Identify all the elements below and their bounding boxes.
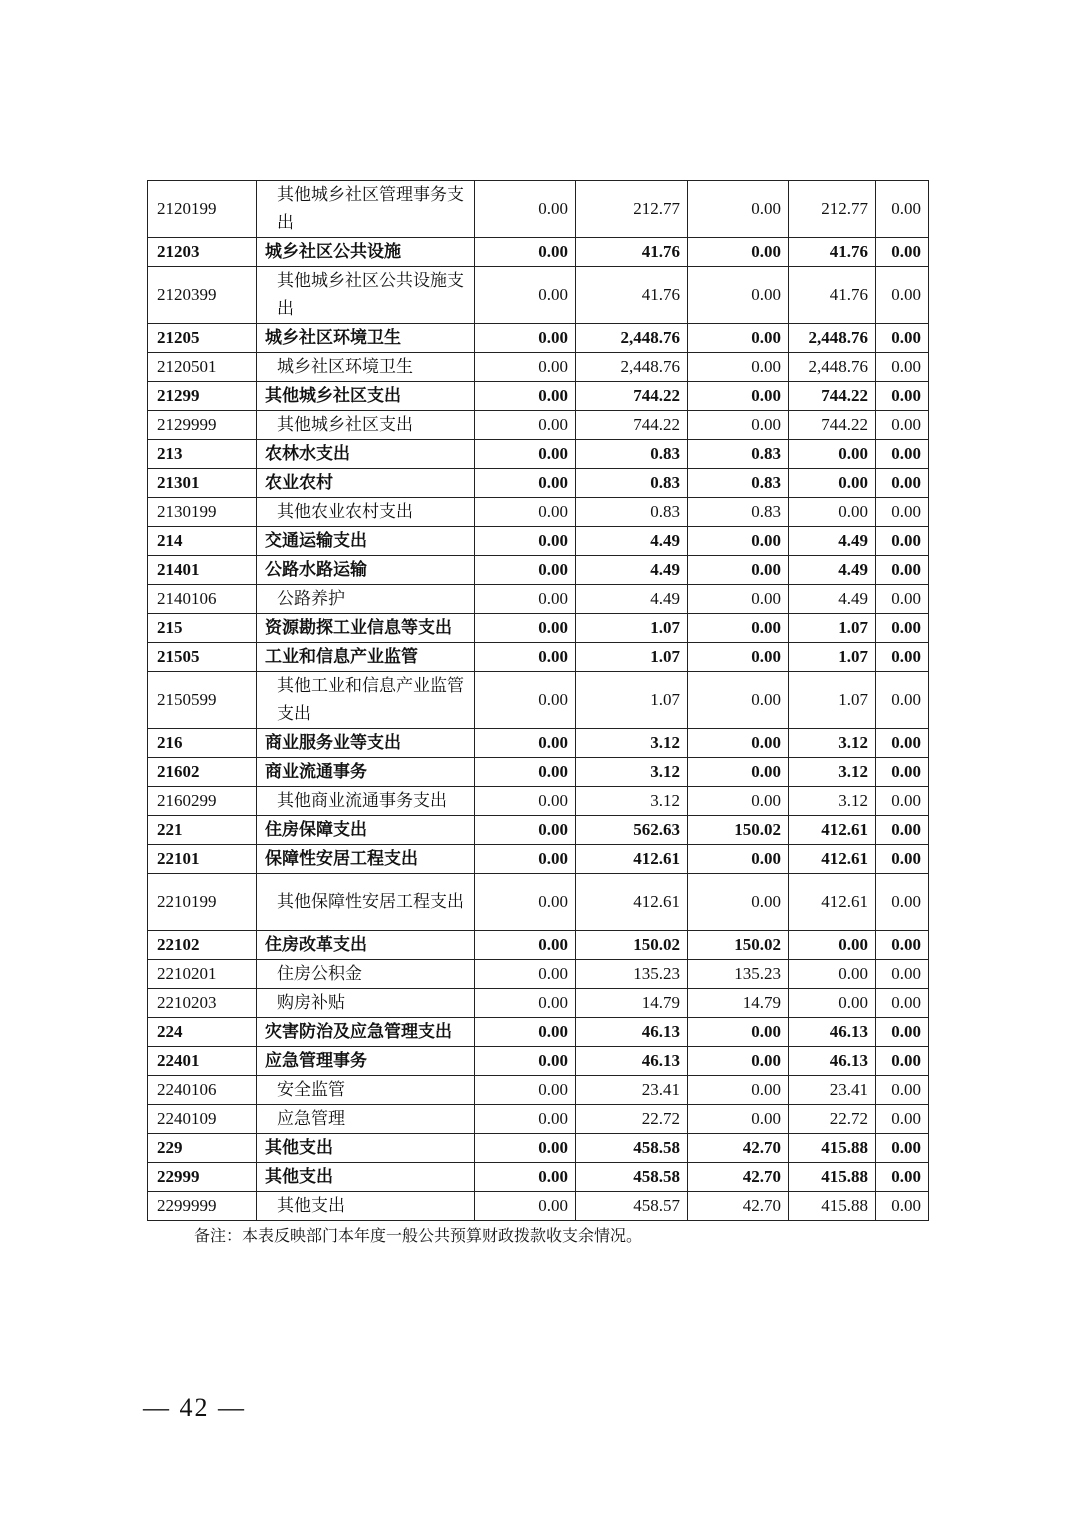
row-value-cell: 0.00 xyxy=(688,1105,789,1134)
row-name-cell: 其他支出 xyxy=(257,1163,475,1192)
row-value-cell: 0.83 xyxy=(688,498,789,527)
row-name-cell: 商业流通事务 xyxy=(257,758,475,787)
table-row xyxy=(148,382,929,411)
row-value-cell: 0.00 xyxy=(876,1018,929,1047)
row-name-cell: 安全监管 xyxy=(257,1076,475,1105)
table-row xyxy=(148,267,929,324)
row-name-cell: 城乡社区环境卫生 xyxy=(257,353,475,382)
row-value-cell: 4.49 xyxy=(789,527,876,556)
row-value-cell: 0.00 xyxy=(475,411,576,440)
row-value-cell: 41.76 xyxy=(789,267,876,324)
table-row xyxy=(148,787,929,816)
table-row xyxy=(148,874,929,931)
row-value-cell: 0.00 xyxy=(475,1105,576,1134)
row-value-cell: 22.72 xyxy=(789,1105,876,1134)
row-value-cell: 0.00 xyxy=(475,1192,576,1221)
row-value-cell: 0.00 xyxy=(688,672,789,729)
row-value-cell: 0.00 xyxy=(475,324,576,353)
row-value-cell: 0.00 xyxy=(876,411,929,440)
row-name-cell: 其他支出 xyxy=(257,1192,475,1221)
row-value-cell: 0.00 xyxy=(475,845,576,874)
row-name-cell: 其他商业流通事务支出 xyxy=(257,787,475,816)
row-value-cell: 0.00 xyxy=(688,758,789,787)
row-value-cell: 0.00 xyxy=(688,324,789,353)
row-name-cell: 其他支出 xyxy=(257,1134,475,1163)
row-code-cell: 2210203 xyxy=(148,989,257,1018)
row-value-cell: 0.00 xyxy=(876,758,929,787)
row-value-cell: 3.12 xyxy=(789,787,876,816)
table-row xyxy=(148,960,929,989)
table-row xyxy=(148,469,929,498)
row-code-cell: 2140106 xyxy=(148,585,257,614)
row-value-cell: 0.00 xyxy=(688,556,789,585)
row-value-cell: 415.88 xyxy=(789,1163,876,1192)
row-value-cell: 0.83 xyxy=(576,469,688,498)
row-code-cell: 213 xyxy=(148,440,257,469)
row-value-cell: 412.61 xyxy=(789,874,876,931)
row-value-cell: 0.00 xyxy=(876,1134,929,1163)
row-value-cell: 0.00 xyxy=(475,1047,576,1076)
row-value-cell: 0.00 xyxy=(475,816,576,845)
row-value-cell: 415.88 xyxy=(789,1134,876,1163)
row-value-cell: 1.07 xyxy=(576,643,688,672)
row-value-cell: 744.22 xyxy=(789,411,876,440)
row-value-cell: 0.00 xyxy=(876,527,929,556)
row-value-cell: 0.00 xyxy=(876,1192,929,1221)
row-value-cell: 0.00 xyxy=(876,643,929,672)
row-value-cell: 0.00 xyxy=(688,267,789,324)
row-value-cell: 46.13 xyxy=(789,1047,876,1076)
row-code-cell: 224 xyxy=(148,1018,257,1047)
row-value-cell: 0.00 xyxy=(475,556,576,585)
row-value-cell: 0.83 xyxy=(688,440,789,469)
row-code-cell: 2150599 xyxy=(148,672,257,729)
row-value-cell: 0.00 xyxy=(475,353,576,382)
row-name-cell: 其他农业农村支出 xyxy=(257,498,475,527)
row-value-cell: 0.00 xyxy=(475,238,576,267)
row-value-cell: 0.00 xyxy=(475,758,576,787)
table-row xyxy=(148,729,929,758)
table-row xyxy=(148,672,929,729)
row-name-cell: 其他城乡社区公共设施支出 xyxy=(257,267,475,324)
row-value-cell: 0.00 xyxy=(688,787,789,816)
row-name-cell: 工业和信息产业监管 xyxy=(257,643,475,672)
row-value-cell: 4.49 xyxy=(789,585,876,614)
row-code-cell: 21205 xyxy=(148,324,257,353)
row-value-cell: 0.00 xyxy=(475,585,576,614)
row-value-cell: 412.61 xyxy=(789,845,876,874)
row-value-cell: 0.00 xyxy=(876,960,929,989)
row-value-cell: 2,448.76 xyxy=(789,324,876,353)
row-value-cell: 0.00 xyxy=(789,960,876,989)
row-value-cell: 14.79 xyxy=(576,989,688,1018)
row-value-cell: 0.00 xyxy=(688,643,789,672)
table-row xyxy=(148,1018,929,1047)
row-value-cell: 0.83 xyxy=(576,440,688,469)
row-value-cell: 22.72 xyxy=(576,1105,688,1134)
row-value-cell: 0.00 xyxy=(688,729,789,758)
row-value-cell: 46.13 xyxy=(789,1018,876,1047)
row-value-cell: 0.00 xyxy=(876,498,929,527)
row-value-cell: 0.00 xyxy=(876,816,929,845)
row-name-cell: 住房保障支出 xyxy=(257,816,475,845)
row-name-cell: 公路养护 xyxy=(257,585,475,614)
row-value-cell: 4.49 xyxy=(576,527,688,556)
row-value-cell: 0.00 xyxy=(688,238,789,267)
row-value-cell: 0.00 xyxy=(876,787,929,816)
row-name-cell: 其他工业和信息产业监管支出 xyxy=(257,672,475,729)
table-row xyxy=(148,845,929,874)
row-value-cell: 3.12 xyxy=(789,758,876,787)
row-value-cell: 0.00 xyxy=(475,643,576,672)
table-row xyxy=(148,643,929,672)
table-row xyxy=(148,758,929,787)
row-value-cell: 744.22 xyxy=(576,411,688,440)
row-value-cell: 0.00 xyxy=(876,353,929,382)
row-value-cell: 0.00 xyxy=(789,440,876,469)
table-note: 备注：本表反映部门本年度一般公共预算财政拨款收支余情况。 xyxy=(194,1228,643,1245)
row-code-cell: 2120199 xyxy=(148,181,257,238)
row-code-cell: 2120399 xyxy=(148,267,257,324)
row-value-cell: 0.00 xyxy=(876,845,929,874)
row-value-cell: 458.57 xyxy=(576,1192,688,1221)
row-value-cell: 0.83 xyxy=(688,469,789,498)
row-value-cell: 1.07 xyxy=(789,672,876,729)
row-code-cell: 214 xyxy=(148,527,257,556)
row-name-cell: 其他城乡社区支出 xyxy=(257,411,475,440)
row-value-cell: 0.00 xyxy=(876,267,929,324)
row-code-cell: 22101 xyxy=(148,845,257,874)
table-row xyxy=(148,614,929,643)
row-name-cell: 灾害防治及应急管理支出 xyxy=(257,1018,475,1047)
table-row xyxy=(148,527,929,556)
row-code-cell: 2240106 xyxy=(148,1076,257,1105)
row-value-cell: 0.00 xyxy=(475,729,576,758)
row-value-cell: 1.07 xyxy=(789,643,876,672)
row-value-cell: 0.00 xyxy=(876,1076,929,1105)
row-value-cell: 42.70 xyxy=(688,1163,789,1192)
row-value-cell: 744.22 xyxy=(576,382,688,411)
table-body xyxy=(148,181,929,1221)
row-value-cell: 0.00 xyxy=(475,989,576,1018)
row-value-cell: 0.00 xyxy=(688,614,789,643)
row-value-cell: 0.00 xyxy=(876,1163,929,1192)
row-value-cell: 0.00 xyxy=(475,614,576,643)
table-row xyxy=(148,498,929,527)
row-value-cell: 135.23 xyxy=(688,960,789,989)
row-code-cell: 21301 xyxy=(148,469,257,498)
row-value-cell: 0.00 xyxy=(789,498,876,527)
row-value-cell: 0.00 xyxy=(876,324,929,353)
row-value-cell: 0.00 xyxy=(876,181,929,238)
row-code-cell: 2120501 xyxy=(148,353,257,382)
row-value-cell: 1.07 xyxy=(576,614,688,643)
row-value-cell: 0.00 xyxy=(688,353,789,382)
row-value-cell: 0.00 xyxy=(475,440,576,469)
row-value-cell: 0.83 xyxy=(576,498,688,527)
row-value-cell: 0.00 xyxy=(475,931,576,960)
row-code-cell: 2210199 xyxy=(148,874,257,931)
row-value-cell: 412.61 xyxy=(576,845,688,874)
row-value-cell: 41.76 xyxy=(789,238,876,267)
row-value-cell: 0.00 xyxy=(688,1018,789,1047)
row-value-cell: 0.00 xyxy=(475,181,576,238)
row-value-cell: 0.00 xyxy=(475,1076,576,1105)
row-name-cell: 农林水支出 xyxy=(257,440,475,469)
row-value-cell: 0.00 xyxy=(475,787,576,816)
row-value-cell: 0.00 xyxy=(789,469,876,498)
row-value-cell: 2,448.76 xyxy=(576,353,688,382)
row-value-cell: 0.00 xyxy=(876,874,929,931)
row-value-cell: 0.00 xyxy=(688,527,789,556)
row-value-cell: 0.00 xyxy=(475,874,576,931)
row-name-cell: 城乡社区环境卫生 xyxy=(257,324,475,353)
row-value-cell: 0.00 xyxy=(876,469,929,498)
row-code-cell: 22999 xyxy=(148,1163,257,1192)
table-row xyxy=(148,1105,929,1134)
page-number: — 42 — xyxy=(143,1393,246,1422)
row-value-cell: 0.00 xyxy=(876,238,929,267)
row-value-cell: 0.00 xyxy=(688,1047,789,1076)
row-value-cell: 41.76 xyxy=(576,267,688,324)
row-name-cell: 其他保障性安居工程支出 xyxy=(257,874,475,931)
row-value-cell: 150.02 xyxy=(688,816,789,845)
row-code-cell: 215 xyxy=(148,614,257,643)
row-code-cell: 21299 xyxy=(148,382,257,411)
table-row xyxy=(148,1192,929,1221)
table-row xyxy=(148,931,929,960)
row-value-cell: 0.00 xyxy=(876,382,929,411)
row-value-cell: 0.00 xyxy=(688,382,789,411)
table-row xyxy=(148,556,929,585)
table-row xyxy=(148,238,929,267)
row-value-cell: 0.00 xyxy=(789,931,876,960)
row-value-cell: 458.58 xyxy=(576,1134,688,1163)
row-code-cell: 2129999 xyxy=(148,411,257,440)
row-name-cell: 农业农村 xyxy=(257,469,475,498)
row-code-cell: 2210201 xyxy=(148,960,257,989)
row-name-cell: 住房改革支出 xyxy=(257,931,475,960)
row-value-cell: 412.61 xyxy=(576,874,688,931)
row-name-cell: 住房公积金 xyxy=(257,960,475,989)
row-value-cell: 41.76 xyxy=(576,238,688,267)
row-value-cell: 415.88 xyxy=(789,1192,876,1221)
budget-table xyxy=(147,180,929,1221)
table-row xyxy=(148,440,929,469)
row-value-cell: 0.00 xyxy=(876,672,929,729)
row-value-cell: 0.00 xyxy=(688,1076,789,1105)
row-value-cell: 3.12 xyxy=(576,787,688,816)
table-row xyxy=(148,324,929,353)
row-code-cell: 229 xyxy=(148,1134,257,1163)
table-row xyxy=(148,1076,929,1105)
row-value-cell: 212.77 xyxy=(789,181,876,238)
table-row xyxy=(148,411,929,440)
row-code-cell: 22102 xyxy=(148,931,257,960)
row-name-cell: 城乡社区公共设施 xyxy=(257,238,475,267)
row-value-cell: 150.02 xyxy=(688,931,789,960)
row-name-cell: 应急管理事务 xyxy=(257,1047,475,1076)
table-row xyxy=(148,585,929,614)
table-row xyxy=(148,816,929,845)
row-code-cell: 2240109 xyxy=(148,1105,257,1134)
row-value-cell: 1.07 xyxy=(789,614,876,643)
row-code-cell: 21505 xyxy=(148,643,257,672)
table-row xyxy=(148,353,929,382)
row-value-cell: 42.70 xyxy=(688,1134,789,1163)
row-value-cell: 46.13 xyxy=(576,1018,688,1047)
table-row xyxy=(148,1047,929,1076)
row-value-cell: 2,448.76 xyxy=(576,324,688,353)
row-value-cell: 0.00 xyxy=(475,1134,576,1163)
row-name-cell: 保障性安居工程支出 xyxy=(257,845,475,874)
table-row xyxy=(148,181,929,238)
table-row xyxy=(148,1134,929,1163)
row-value-cell: 0.00 xyxy=(475,382,576,411)
row-value-cell: 212.77 xyxy=(576,181,688,238)
row-value-cell: 3.12 xyxy=(576,758,688,787)
row-value-cell: 3.12 xyxy=(576,729,688,758)
row-name-cell: 资源勘探工业信息等支出 xyxy=(257,614,475,643)
row-value-cell: 0.00 xyxy=(876,614,929,643)
row-value-cell: 0.00 xyxy=(688,585,789,614)
row-code-cell: 21203 xyxy=(148,238,257,267)
row-value-cell: 0.00 xyxy=(475,960,576,989)
row-value-cell: 14.79 xyxy=(688,989,789,1018)
row-value-cell: 0.00 xyxy=(876,989,929,1018)
row-name-cell: 公路水路运输 xyxy=(257,556,475,585)
row-value-cell: 562.63 xyxy=(576,816,688,845)
row-value-cell: 42.70 xyxy=(688,1192,789,1221)
row-value-cell: 0.00 xyxy=(475,672,576,729)
row-code-cell: 221 xyxy=(148,816,257,845)
row-value-cell: 458.58 xyxy=(576,1163,688,1192)
row-value-cell: 0.00 xyxy=(876,585,929,614)
row-name-cell: 其他城乡社区支出 xyxy=(257,382,475,411)
row-value-cell: 412.61 xyxy=(789,816,876,845)
row-code-cell: 2160299 xyxy=(148,787,257,816)
row-value-cell: 0.00 xyxy=(876,931,929,960)
row-value-cell: 4.49 xyxy=(789,556,876,585)
row-code-cell: 2299999 xyxy=(148,1192,257,1221)
row-value-cell: 0.00 xyxy=(688,874,789,931)
row-code-cell: 22401 xyxy=(148,1047,257,1076)
row-value-cell: 744.22 xyxy=(789,382,876,411)
row-value-cell: 0.00 xyxy=(475,1163,576,1192)
row-value-cell: 2,448.76 xyxy=(789,353,876,382)
table-row xyxy=(148,989,929,1018)
row-value-cell: 0.00 xyxy=(475,527,576,556)
row-name-cell: 其他城乡社区管理事务支出 xyxy=(257,181,475,238)
row-value-cell: 135.23 xyxy=(576,960,688,989)
row-name-cell: 交通运输支出 xyxy=(257,527,475,556)
row-name-cell: 购房补贴 xyxy=(257,989,475,1018)
row-value-cell: 0.00 xyxy=(475,267,576,324)
row-value-cell: 4.49 xyxy=(576,556,688,585)
row-value-cell: 0.00 xyxy=(688,845,789,874)
row-code-cell: 2130199 xyxy=(148,498,257,527)
row-code-cell: 21602 xyxy=(148,758,257,787)
row-name-cell: 商业服务业等支出 xyxy=(257,729,475,758)
row-value-cell: 0.00 xyxy=(475,498,576,527)
row-value-cell: 0.00 xyxy=(876,556,929,585)
row-value-cell: 46.13 xyxy=(576,1047,688,1076)
row-name-cell: 应急管理 xyxy=(257,1105,475,1134)
row-value-cell: 0.00 xyxy=(688,411,789,440)
row-value-cell: 23.41 xyxy=(789,1076,876,1105)
row-value-cell: 3.12 xyxy=(789,729,876,758)
row-value-cell: 0.00 xyxy=(475,469,576,498)
row-value-cell: 0.00 xyxy=(688,181,789,238)
row-value-cell: 0.00 xyxy=(876,440,929,469)
row-value-cell: 0.00 xyxy=(475,1018,576,1047)
row-code-cell: 216 xyxy=(148,729,257,758)
row-value-cell: 1.07 xyxy=(576,672,688,729)
row-code-cell: 21401 xyxy=(148,556,257,585)
row-value-cell: 0.00 xyxy=(789,989,876,1018)
row-value-cell: 23.41 xyxy=(576,1076,688,1105)
row-value-cell: 0.00 xyxy=(876,1105,929,1134)
table-row xyxy=(148,1163,929,1192)
row-value-cell: 0.00 xyxy=(876,1047,929,1076)
row-value-cell: 0.00 xyxy=(876,729,929,758)
row-value-cell: 150.02 xyxy=(576,931,688,960)
row-value-cell: 4.49 xyxy=(576,585,688,614)
